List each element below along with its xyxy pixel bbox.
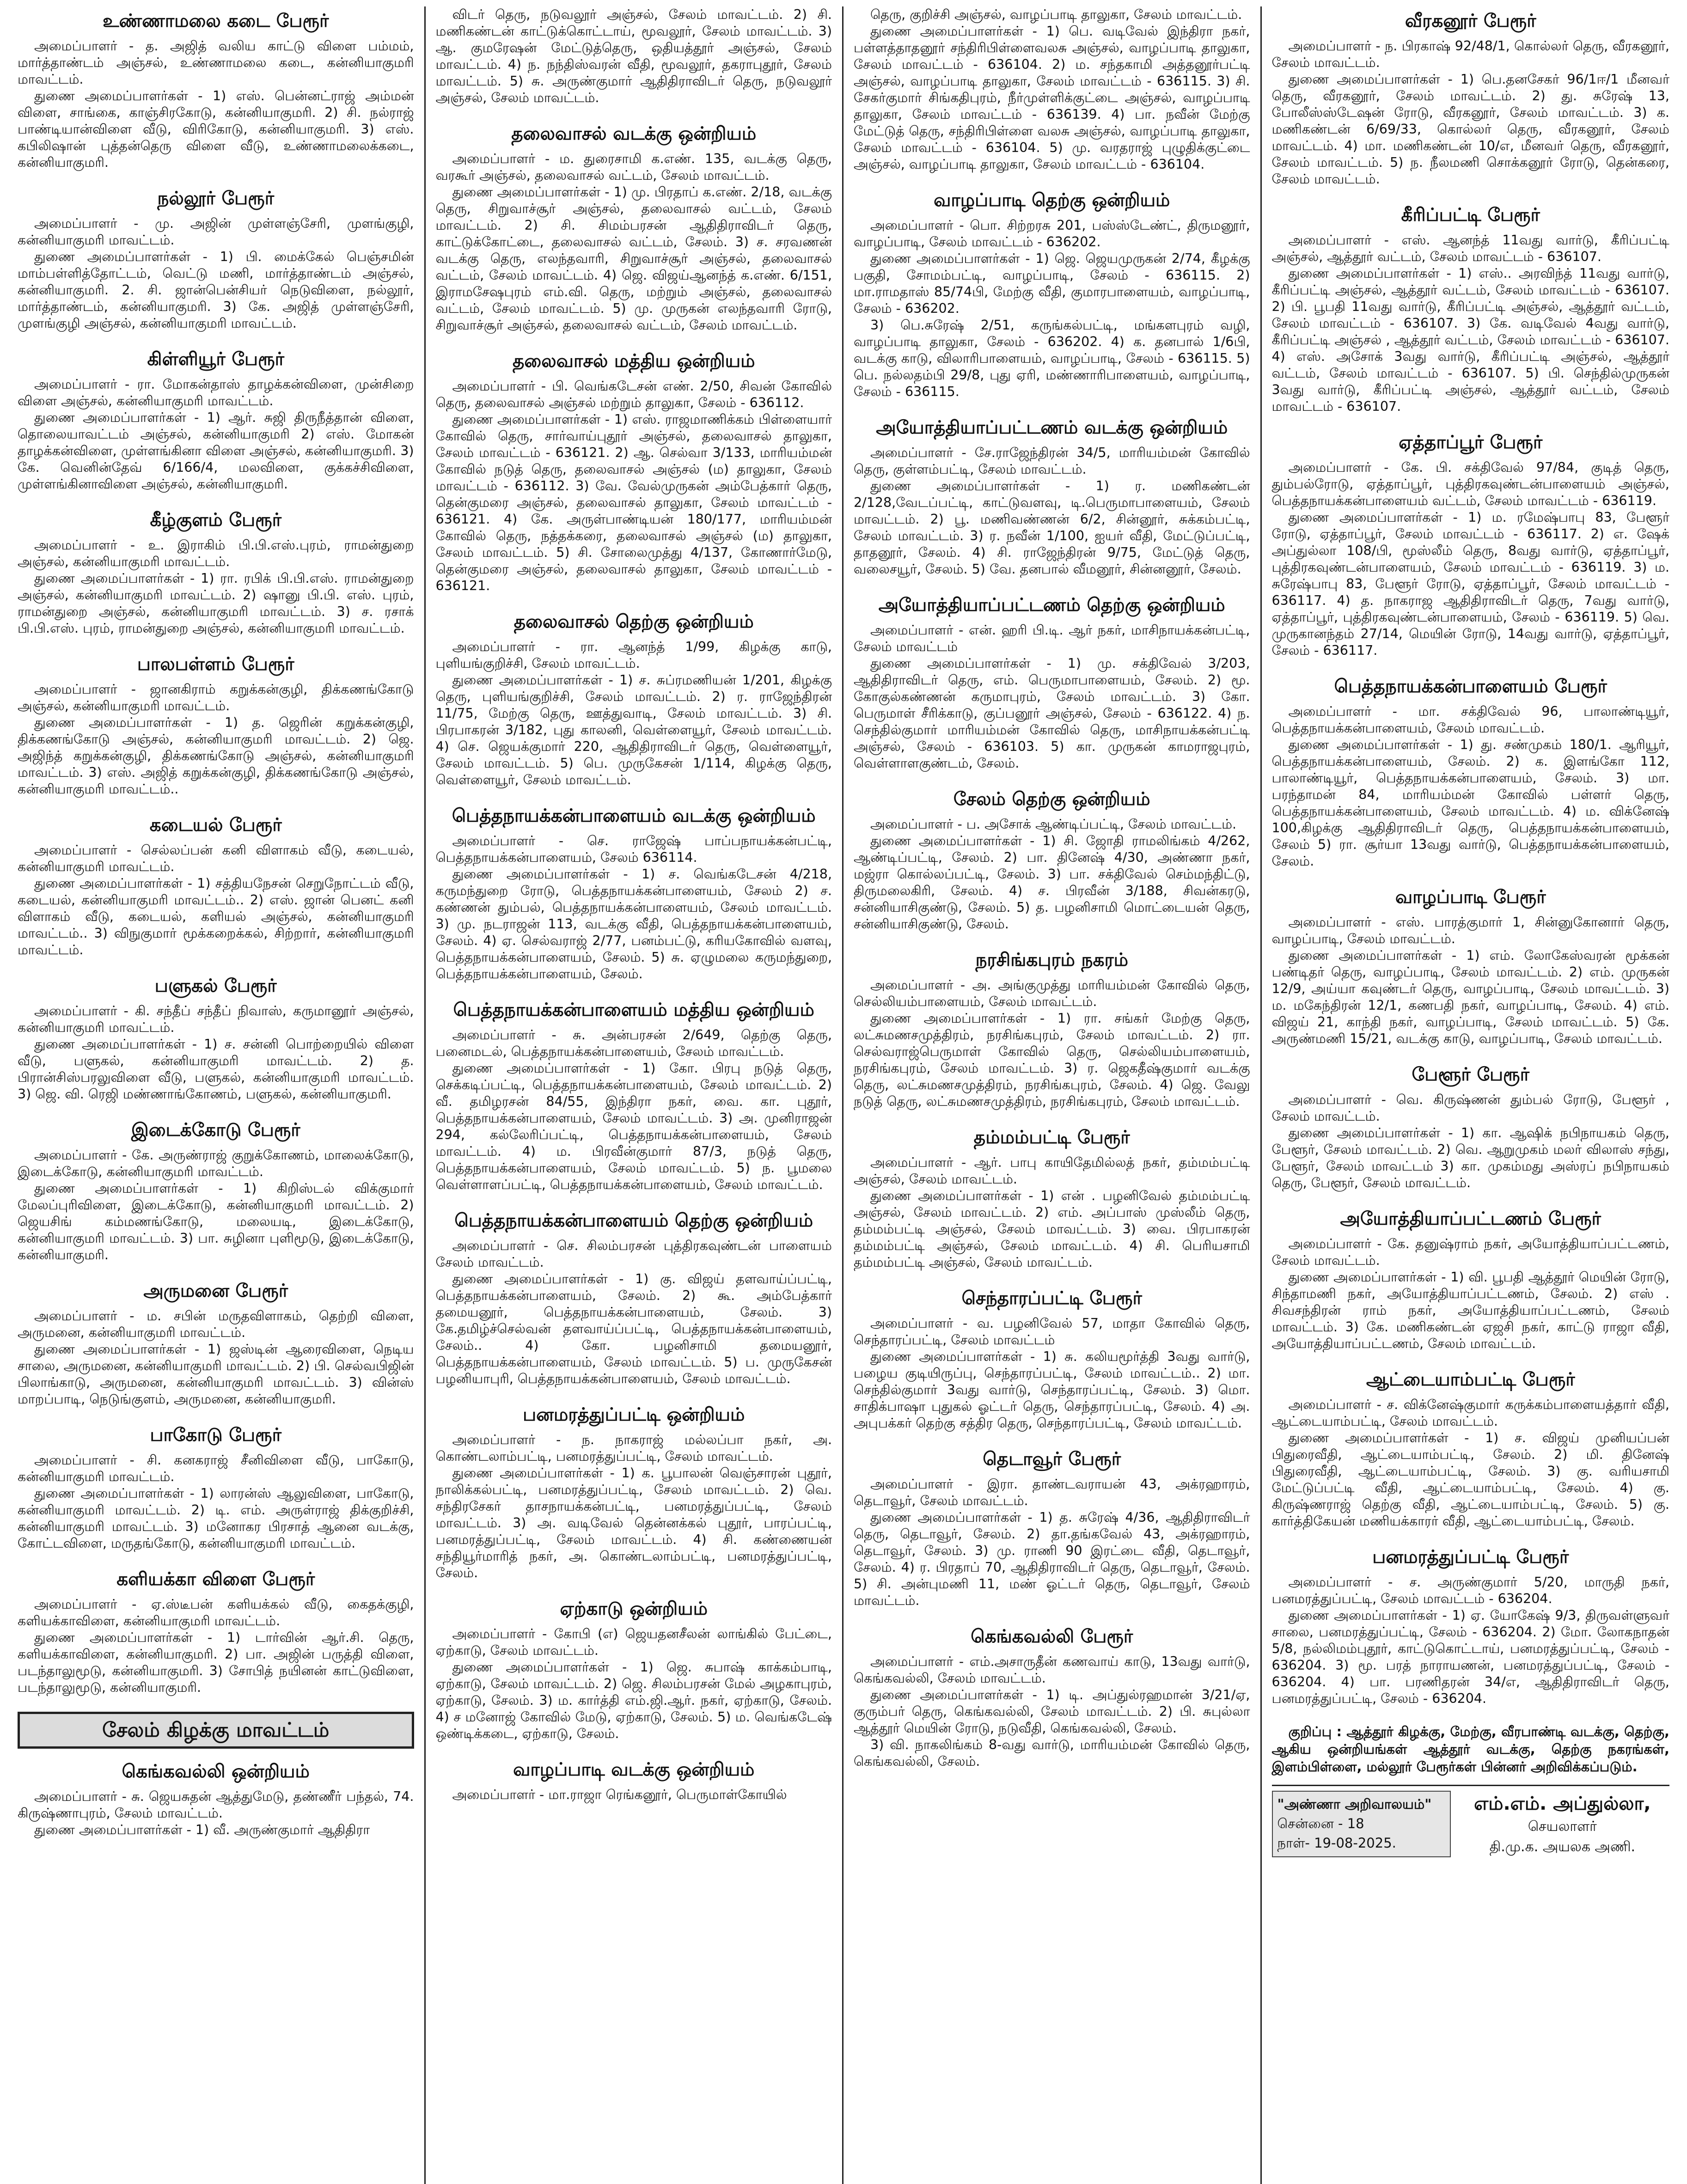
section-paragraph: அமைப்பாளர் - கே. தனுஷ்ராம் நகர், அயோத்தியாப்பட்டணம், சேலம் மாவட்டம். [1271, 1236, 1669, 1268]
section-paragraph: துணை அமைப்பாளர்கள் - 1) த. ஜெரின் கறுக்கன்குழி, திக்கணங்கோடு அஞ்சல், கன்னியாகுமரி மாவட்டம். 2) ஜெ. அஜிந்த் கறுக்கன்குழி, திக்கணங்கோடு அஞ்சல், கன்னியாகுமரி மாவட்டம். 3) எஸ். அஜித் கறுக்கன்குழி, திக்கணங்கோடு அஞ்சல், கன்னியாகுமரி மாவட்டம்.. [18, 715, 414, 797]
section-paragraph: அமைப்பாளர் - ரா. ஆனந்த் 1/99, கிழக்கு காடு, புளியங்குறிச்சி, சேலம் மாவட்டம். [435, 639, 832, 671]
appointment-section [436, 1758, 832, 1803]
appointment-section [18, 974, 414, 1103]
section-paragraph: துணை அமைப்பாளர்கள் - 1) என் . பழனிவேல் தம்மம்பட்டி அஞ்சல், சேலம் மாவட்டம். 2) எம். அப்பாஸ் முஸ்லீம் தெரு, தம்மம்பட்டி அஞ்சல், சேலம் மாவட்டம். 3) வை. பிரபாகரன் தம்மம்பட்டி அஞ்சல், சேலம் மாவட்டம். 4) சி. பெரியசாமி தம்மம்பட்டி அஞ்சல், சேலம் மாவட்டம். [854, 1188, 1250, 1270]
appointment-section [1272, 1545, 1669, 1707]
section-paragraph: துணை அமைப்பாளர்கள் - 1) ச. விஜய் முனியப்பன் பிதுரைவீதி, ஆட்டையாம்பட்டி, சேலம். 2) மி. தினேஷ் பிதுரைவீதி, ஆட்டையாம்பட்டி, சேலம். 3) கு. வரியசாமி மேட்டுப்பட்டி வீதி, ஆட்டையாம்பட்டி, சேலம். 4) கு. கிருஷ்ணராஜ் தெற்கு வீதி, ஆட்டையாம்பட்டி, சேலம். 5) கு. கார்த்திகேயன் மணியக்காரர் வீதி, ஆட்டையாம்பட்டி, சேலம். [1271, 1430, 1669, 1529]
section-title: உண்ணாமலை கடை பேரூர் [103, 11, 329, 31]
section-title: கீரிப்பட்டி பேரூர் [1401, 205, 1540, 226]
appointment-section [1272, 1207, 1669, 1352]
column-2 [426, 6, 844, 2184]
appointment-section [1272, 675, 1669, 870]
section-paragraph: 3) பெ.சுரேஷ் 2/51, கருங்கல்பட்டி, மங்களபுரம் வழி, வாழப்பாடி தாலுகா, சேலம் - 636202. 4) க. தனபால் 1/6பி, வடக்கு காடு, விலாரிபாளையம், வாழப்பாடி, சேலம் - 636115. 5) பெ. நல்லதம்பி 29/8, புது ஏரி, மண்ணாரிபாளையம், வாழப்பாடி, சேலம் - 636115. [854, 317, 1250, 399]
section-title: வாழப்பாடி பேரூர் [1395, 887, 1546, 908]
section-title: பெத்தநாயக்கன்பாளையம் மத்திய ஒன்றியம் [453, 1000, 814, 1020]
appointment-section [1272, 1368, 1669, 1530]
appointment-section [436, 122, 832, 334]
section-paragraph: அமைப்பாளர் - சே.ராஜேந்திரன் 34/5, மாரியம்மன் கோவில் தெரு, குள்ளம்பட்டி, சேலம் மாவட்டம். [854, 445, 1250, 477]
appointment-section [854, 1447, 1250, 1609]
section-paragraph: அமைப்பாளர் - ம. சபின் மருதவிளாகம், தெற்றி விளை, அருமனை, கன்னியாகுமரி மாவட்டம். [18, 1308, 414, 1340]
appointment-section [854, 1287, 1250, 1432]
section-paragraph: துணை அமைப்பாளர்கள் - 1) எஸ்.. அரவிந்த் 11வது வார்டு, கீரிப்பட்டி அஞ்சல், ஆத்தூர் வட்டம், சேலம் மாவட்டம் - 636107. 2) பி. பூபதி 11வது வார்டு, கீரிப்பட்டி அஞ்சல், ஆத்தூர் வட்டம், சேலம் மாவட்டம் - 636107. 3) கே. வடிவேல் 4வது வார்டு, கீரிப்பட்டி அஞ்சல் , ஆத்தூர் வட்டம், சேலம் மாவட்டம் - 636107. 4) எஸ். அசோக் 3வது வார்டு, கீரிப்பட்டி அஞ்சல், ஆத்தூர் வட்டம், சேலம் மாவட்டம் - 636107. 5) பி. செந்தில்முருகன் 3வது வார்டு, கீரிப்பட்டி அஞ்சல், ஆத்தூர் வட்டம், சேலம் மாவட்டம் - 636107. [1271, 266, 1669, 414]
appointment-section [854, 1126, 1250, 1271]
note-label: குறிப்பு : [1288, 1724, 1342, 1739]
district-banner: சேலம் கிழக்கு மாவட்டம் [18, 1712, 414, 1749]
appointment-section [18, 508, 414, 637]
section-paragraph: விடர் தெரு, நடுவலூர் அஞ்சல், சேலம் மாவட்டம். 2) சி. மணிகண்டன் காட்டுக்கொட்டாய், மூவலூர், சேலம் மாவட்டம். 3) ஆ. குமரேஷன் மேட்டுத்தெரு, ஒதியத்தூர் அஞ்சல், சேலம் மாவட்டம். 4) ந. நந்திஸ்வரன் வீதி, மூவலூர், தகராபுதூர், சேலம் மாவட்டம். 5) சு. அருண்குமார் ஆதிதிராவிடர் தெரு, நடுவலூர் அஞ்சல், சேலம் மாவட்டம். [435, 7, 832, 105]
section-paragraph: அமைப்பாளர் - உ. இராகிம் பி.பி.எஸ்.புரம், ராமன்துறை அஞ்சல், கன்னியாகுமரி மாவட்டம். [18, 537, 414, 569]
section-title: வீரகனூர் பேரூர் [1405, 11, 1536, 31]
section-paragraph: அமைப்பாளர் - செ. ராஜேஷ் பாப்பநாயக்கன்பட்டி, பெத்தநாயக்கன்பாளையம், சேலம் 636114. [435, 833, 832, 865]
section-paragraph: அமைப்பாளர் - சு. ஜெயசுதன் ஆத்துமேடு, தண்ணீர் பந்தல், 74. கிருஷ்ணாபுரம், சேலம் மாவட்டம். [18, 1789, 414, 1821]
section-paragraph: அமைப்பாளர் - மா.ராஜா ரெங்கனூர், பெருமாள்கோயில் [452, 1787, 787, 1802]
section-paragraph: அமைப்பாளர் - அ. அங்குமுத்து மாரியம்மன் கோவில் தெரு, செல்லியம்பாளையம், சேலம் மாவட்டம். [854, 977, 1250, 1009]
section-paragraph: அமைப்பாளர் - கே. அருண்ராஜ் குறுக்கோணம், மாலைக்கோடு, இடைக்கோடு, கன்னியாகுமரி மாவட்டம். [18, 1147, 414, 1179]
issue-date: நாள்- 19-08-2025. [1277, 1835, 1396, 1851]
appointment-section [854, 189, 1250, 400]
section-paragraph: அமைப்பாளர் - பி. வெங்கடேசன் எண். 2/50, சிவன் கோவில் தெரு, தலைவாசல் அஞ்சல் மற்றும் தாலுகா, சேலம் - 636112. [435, 378, 832, 410]
section-paragraph: துணை அமைப்பாளர்கள் - 1) த. சுரேஷ் 4/36, ஆதிதிராவிடர் தெரு, தெடாவூர், சேலம். 2) தா.தங்கவேல் 43, அக்ரஹாரம், தெடாவூர், சேலம். 3) மு. ராணி 90 இரட்டை வீதி, தெடாவூர், சேலம். 4) ர. பிரதாப் 70, ஆதிதிராவிடர் தெரு, தெடாவூர், சேலம். 5) சி. அன்புமணி 11, மண் ஓட்டர் தெரு, தெடாவூர், சேலம் மாவட்டம். [854, 1510, 1250, 1608]
section-paragraph: அமைப்பாளர் - கே. பி. சக்திவேல் 97/84, குடித் தெரு, தும்பல்ரோடு, ஏத்தாப்பூர், புத்திரகவுண்டன்பாளையம் அஞ்சல், பெத்தநாயக்கன்பாளையம் வட்டம், சேலம் மாவட்டம் - 636119. [1271, 460, 1669, 508]
section-paragraph: துணை அமைப்பாளர்கள் - 1) லாரன்ஸ் ஆலுவிளை, பாகோடு, கன்னியாகுமரி மாவட்டம். 2) டி. எம். அருள்ராஜ் திக்குறிச்சி, கன்னியாகுமரி மாவட்டம். 3) மனோகர பிரசாத் ஆனை வடக்கு, கோட்டவிளை, மருதங்கோடு, கன்னியாகுமரி மாவட்டம். [18, 1486, 414, 1551]
section-paragraph: அமைப்பாளர் - எம்.அசாருதீன் கணவாய் காடு, 13வது வார்டு, கெங்கவல்லி, சேலம் மாவட்டம். [854, 1654, 1250, 1686]
section-title: ஆட்டையாம்பட்டி பேரூர் [1366, 1369, 1575, 1390]
section-paragraph: துணை அமைப்பாளர்கள் - 1) க. பூபாலன் வெஞ்சாரன் புதூர், நாலிக்கல்பட்டி, பனமரத்துப்பட்டி, சேலம் மாவட்டம். 2) வெ. சந்திரசேகர் தாசநாயக்கன்பட்டி, பனமரத்துப்பட்டி, சேலம் மாவட்டம். 3) அ. வடிவேல் தென்னக்கல் புதூர், பாரப்பட்டி, பனமரத்துப்பட்டி, சேலம் மாவட்டம். 4) சி. கண்ணையன் சந்தியூர்மாரித் நகர், அ. கொண்டலாம்பட்டி, பனமரத்துப்பட்டி, சேலம். [435, 1465, 832, 1580]
section-paragraph: துணை அமைப்பாளர்கள் - 1) சி. ஜோதி ராமலிங்கம் 4/262, ஆண்டிப்பட்டி, சேலம். 2) பா. தினேஷ் 4/30, அண்ணா நகர், மஜ்ரா கொல்லப்பட்டி, சேலம். 3) பா. சக்திவேல் செம்மந்திட்டு, திருமலைகிரி, சேலம். 4) ச. பிரவீன் 3/188, சிவன்கரடு, சன்னியாசிகுண்டு, சேலம். 5) த. பழனிசாமி மொட்டையன் தெரு, சன்னியாசிகுண்டு, சேலம். [854, 833, 1250, 932]
column-4 [1262, 6, 1680, 2184]
section-paragraph: துணை அமைப்பாளர்கள் - 1) கோ. பிரபு நடுத் தெரு, செக்கடிப்பட்டி, பெத்தநாயக்கன்பாளையம், சேலம் மாவட்டம். 2) வீ. தமிழரசன் 84/55, இந்திரா நகர், வை. கா. புதூர், பெத்தநாயக்கன்பாளையம், சேலம் மாவட்டம். 3) அ. முனிராஜன் 294, கல்லேரிப்பட்டி, பெத்தநாயக்கன்பாளையம், சேலம் மாவட்டம். 4) ம. பிரவீன்குமார் 87/3, நடுத் தெரு, பெத்தநாயக்கன்பாளையம், சேலம் மாவட்டம். 5) ந. பூமலை வெள்ளாளப்பட்டி, பெத்தநாயக்கன்பாளையம், சேலம் மாவட்டம். [435, 1061, 832, 1192]
city-name: சென்னை - 18 [1277, 1816, 1364, 1831]
section-paragraph: அமைப்பாளர் - ந. நாகராஜ் மல்லப்பா நகர், அ. கொண்டலாம்பட்டி, பனமரத்துப்பட்டி, சேலம் மாவட்டம். [435, 1432, 832, 1464]
section-paragraph: துணை அமைப்பாளர்கள் - 1) து. சண்முகம் 180/1. ஆரியூர், பெத்தநாயக்கன்பாளையம், சேலம். 2) க. இளங்கோ 112, பாலாண்டியூர், பெத்தநாயக்கன்பாளையம், சேலம். 3) மா. பரந்தாமன் 84, மாரியம்மன் கோவில் பள்ளர் தெரு, பெத்தநாயக்கன்பாளையம், சேலம் மாவட்டம். 4) ம. விக்னேஷ் 100,கிழக்கு ஆதிதிராவிடர் தெரு, பெத்தநாயக்கன்பாளையம், சேலம் 5) ரா. சூர்யா 13வது வார்டு, பெத்தநாயக்கன்பாளையம், சேலம். [1271, 737, 1669, 869]
section-title: பளுகல் பேரூர் [154, 976, 277, 996]
section-title: அயோத்தியாப்பட்டணம் வடக்கு ஒன்றியம் [876, 417, 1228, 438]
section-paragraph: துணை அமைப்பாளர்கள் - 1) எம். லோகேஸ்வரன் மூக்கன் பண்டிதர் தெரு, வாழப்பாடி, சேலம் மாவட்டம். 2) எம். முருகன் 12/9, அய்யா கவுண்டர் தெரு, வாழப்பாடி, சேலம் மாவட்டம். 3) ம. மகேந்திரன் 12/1, கணபதி நகர், வாழப்பாடி, சேலம். 4) எம். விஜய் 21, காந்தி நகர், வாழப்பாடி, சேலம் மாவட்டம். 5) கே. அருண்மணி 15/21, வடக்கு காடு, வாழப்பாடி, சேலம் மாவட்டம். [1271, 948, 1669, 1046]
section-title: பாகோடு பேரூர் [150, 1425, 281, 1446]
section-paragraph: அமைப்பாளர் - என். ஹரி பி.டி. ஆர் நகர், மாசிநாயக்கன்பட்டி, சேலம் மாவட்டம் [854, 622, 1250, 654]
section-paragraph: துணை அமைப்பாளர்கள் - 1) கிறிஸ்டல் விக்குமார் மேலப்புரிவிளை, இடைக்கோடு, கன்னியாகுமரி மாவட்டம். 2) ஜெயசிங் கம்மணங்கோடு, மலையடி, இடைக்கோடு, கன்னியாகுமரி மாவட்டம். 3) பா. சுழினா புளிமூடு, இடைக்கோடு, கன்னியாகுமரி. [18, 1181, 414, 1263]
section-title: களியக்கா விளை பேரூர் [116, 1569, 315, 1590]
section-paragraph: அமைப்பாளர் - சு. அன்பரசன் 2/649, தெற்கு தெரு, பனைமடல், பெத்தநாயக்கன்பாளையம், சேலம் மாவட்டம். [435, 1027, 832, 1059]
section-paragraph: அமைப்பாளர் - ச. அருண்குமார் 5/20, மாருதி நகர், பனமரத்துப்பட்டி, சேலம் மாவட்டம் - 636204. [1271, 1574, 1669, 1606]
section-title: கெங்கவல்லி பேரூர் [971, 1626, 1133, 1647]
section-title: நரசிங்கபுரம் நகரம் [975, 950, 1128, 970]
appointment-section [18, 187, 414, 332]
note-text: ஆத்தூர் கிழக்கு, மேற்கு, வீரபாண்டி வடக்கு, தெற்கு, ஆகிய ஒன்றியங்கள் ஆத்தூர் வடக்கு, தெற்கு நகரங்கள், இளம்பிள்ளை, மல்லூர் பேரூர்கள் பின்னர் அறிவிக்கப்படும். [1271, 1724, 1669, 1775]
section-title: பாலபள்ளம் பேரூர் [137, 654, 294, 675]
section-paragraph: அமைப்பாளர் - மா. சக்திவேல் 96, பாலாண்டியூர், பெத்தநாயக்கன்பாளையம், சேலம் மாவட்டம். [1271, 704, 1669, 736]
appointment-section [18, 1423, 414, 1552]
issue-details [1272, 1791, 1451, 1857]
signature-block [1272, 1785, 1669, 1857]
venue-name: "அண்ணா அறிவாலயம்" [1277, 1796, 1432, 1812]
section-title: தலைவாசல் தெற்கு ஒன்றியம் [513, 611, 754, 632]
section-title: கடையல் பேரூர் [149, 815, 282, 836]
section-title: வாழப்பாடி தெற்கு ஒன்றியம் [934, 190, 1170, 211]
section-paragraph: அமைப்பாளர் - செ. சிலம்பரசன் புத்திரகவுண்டன் பாளையம் சேலம் மாவட்டம். [435, 1238, 832, 1270]
section-paragraph: அமைப்பாளர் - ந. பிரகாஷ் 92/48/1, கொல்லர் தெரு, வீரகனூர், சேலம் மாவட்டம். [1271, 38, 1669, 70]
section-title: வாழப்பாடி வடக்கு ஒன்றியம் [513, 1759, 755, 1780]
appointment-section [854, 948, 1250, 1110]
appointment-section [18, 9, 414, 171]
section-paragraph: துணை அமைப்பாளர்கள் - 1) ரா. சங்கர் மேற்கு தெரு, லட்சுமணசமுத்திரம், நரசிங்கபுரம், சேலம் மாவட்டம். 2) ரா. செல்வராஜ்பெருமாள் கோவில் தெரு, செல்லியம்பாளையம், நரசிங்கபுரம், சேலம் மாவட்டம். 3) ர. ஜெகதீஷ்குமார் வடக்கு தெரு, லட்சுமணசமுத்திரம், நரசிங்கபுரம், சேலம். 4) ஜெ. வேலு நடுத் தெரு, லட்சுமணசமுத்திரம், நரசிங்கபுரம், சேலம் மாவட்டம். [854, 1011, 1250, 1109]
section-paragraph: துணை அமைப்பாளர்கள் - 1) ஜஸ்டின் ஆரைவிளை, நெடிய சாலை, அருமனை, கன்னியாகுமரி மாவட்டம். 2) பி. செல்வபிஜின் பிலாங்காடு, அருமனை, கன்னியாகுமரி மாவட்டம். 3) வின்ஸ் மாறப்பாடி, நெடுங்குளம், அருமனை, கன்னியாகுமரி. [18, 1342, 414, 1407]
section-paragraph: துணை அமைப்பாளர்கள் - 1) வி. பூபதி ஆத்தூர் மெயின் ரோடு, சிந்தாமணி நகர், அயோத்தியாப்பட்டணம், சேலம். 2) எஸ் . சிவசந்திரன் ராம் நகர், அயோத்தியாப்பட்டணம், சேலம் மாவட்டம். 3) கே. மணிகண்டன் ஏஜசி நகர், காட்டு ராஜா வீதி, அயோத்தியாப்பட்டணம், சேலம் மாவட்டம். [1271, 1269, 1669, 1351]
section-title: பெத்தநாயக்கன்பாளையம் வடக்கு ஒன்றியம் [452, 805, 816, 826]
section-title: பெத்தநாயக்கன்பாளையம் பேரூர் [1334, 676, 1607, 697]
section-paragraph: துணை அமைப்பாளர்கள் - 1) டி. அப்துல்ரஹமான் 3/21/ஏ, குரும்பர் தெரு, கெங்கவல்லி, சேலம் மாவட்டம். 2) பி. சுபுல்லா ஆத்தூர் மெயின் ரோடு, நடுவீதி, கெங்கவல்லி, சேலம். [854, 1687, 1250, 1736]
section-paragraph: துணை அமைப்பாளர்கள் - 1) வீ. அருண்குமார் ஆதிதிரா [34, 1822, 370, 1837]
appointment-section [18, 1760, 414, 1838]
appointment-section [436, 1403, 832, 1581]
section-paragraph: துணை அமைப்பாளர்கள் - 1) ச. வெங்கடேசன் 4/218, கருமந்துறை ரோடு, பெத்தநாயக்கன்பாளையம், சேலம் 2) ச. கண்ணன் தும்பல், பெத்தநாயக்கன்பாளையம், சேலம் மாவட்டம். 3) மு. நடராஜன் 113, வடக்கு வீதி, பெத்தநாயக்கன்பாளையம், சேலம். 4) ஏ. செல்வராஜ் 2/77, பனம்பட்டு, கரியகோவில் வளவு, பெத்தநாயக்கன்பாளையம், சேலம். 5) சு. ஏழுமலை கருமந்துறை, பெத்தநாயக்கன்பாளையம், சேலம். [435, 866, 832, 982]
section-paragraph: அமைப்பாளர் - ஜானகிராம் கறுக்கன்குழி, திக்கணங்கோடு அஞ்சல், கன்னியாகுமரி மாவட்டம். [18, 682, 414, 714]
section-title: பனமரத்துப்பட்டி ஒன்றியம் [523, 1404, 745, 1425]
signatory-role: செயலாளர் [1528, 1818, 1597, 1835]
appointment-section [436, 998, 832, 1193]
section-paragraph: அமைப்பாளர் - கோபி (எ) ஜெயதனசீலன் லாங்கில் பேட்டை, ஏற்காடு, சேலம் மாவட்டம். [435, 1626, 832, 1658]
section-paragraph: துணை அமைப்பாளர்கள் - 1) ஏ. யோகேஷ் 9/3, திருவள்ளுவர் சாலை, பனமரத்துப்பட்டி, சேலம் - 636204. 2) மோ. லோகநாதன் 5/8, நல்லிமம்புதூர், காட்டுகொட்டாய், பனமரத்துப்பட்டி, சேலம் - 636204. 3) மூ. பரத் நாராயணன், பனமரத்துப்பட்டி, சேலம் - 636204. 4) பா. பரணிதரன் 34/எ, ஆதிதிராவிடர் தெரு, பனமரத்துப்பட்டி, சேலம் - 636204. [1271, 1608, 1669, 1706]
appointment-section [18, 1568, 414, 1696]
section-paragraph: துணை அமைப்பாளர்கள் - 1) சு. கலியமூர்த்தி 3வது வார்டு, பழைய குடியிருப்பு, செந்தாரப்பட்டி, சேலம் மாவட்டம்.. 2) மா. செந்தில்குமார் 3வது வார்டு, செந்தாரப்பட்டி, சேலம். 3) மொ. சாதிக்பாஷா புதுகல் ஓட்டர் தெரு, செந்தாரப்பட்டி, சேலம். 4) அ. அபுபக்கர் தெற்கு சத்திர தெரு, செந்தாரப்பட்டி, சேலம் மாவட்டம். [854, 1349, 1250, 1431]
appointment-section [436, 349, 832, 594]
appointment-section [436, 1597, 832, 1742]
signatory-name: எம்.எம். அப்துல்லா, [1474, 1793, 1651, 1814]
section-paragraph: துணை அமைப்பாளர்கள் - 1) மு. பிரதாப் க.எண். 2/18, வடக்கு தெரு, சிறுவாச்சூர் அஞ்சல், தலைவாசல் வட்டம், சேலம் மாவட்டம். 2) சி. சிமம்பரசன் ஆதிதிராவிடர் தெரு, காட்டுக்கோட்டை, தலைவாசல் வட்டம், சேலம். 3) ச. சரவணன் வடக்கு தெரு, எலந்தவாரி, சிறுவாச்சூர் அஞ்சல், தலைவாசல் வட்டம், சேலம் மாவட்டம். 4) ஜெ. விஜய்ஆனந்த் க.எண். 6/151, இராமசேஷபுரம் எம்.வி. தெரு, மற்றும் அஞ்சல், தலைவாசல் வட்டம், சேலம் மாவட்டம். 5) மு. முருகன் எலந்தவாரி ரோடு, சிறுவாச்சூர் அஞ்சல், தலைவாசல் வட்டம், சேலம் மாவட்டம். [435, 184, 832, 333]
section-title: கிள்ளியூர் பேரூர் [147, 349, 285, 370]
section-paragraph: துணை அமைப்பாளர்கள் - 1) எஸ். ராஜமாணிக்கம் பிள்ளையார் கோவில் தெரு, சார்வாய்புதூர் அஞ்சல், தலைவாசல் தாலுகா, சேலம் மாவட்டம் - 636121. 2) ஆ. செல்வா 3/133, மாரியம்மன் கோவில் நடுத் தெரு, தலைவாசல் அஞ்சல் (ம) தாலுகா, சேலம் மாவட்டம் - 636112. 3) வே. வேல்முருகன் அம்பேத்கார் தெரு, தென்குமரை அஞ்சல், தலைவாசல் தாலுகா, சேலம் மாவட்டம் - 636121. 4) கே. அருள்பாண்டியன் 180/177, மாரியம்மன் கோவில் தெரு, நத்தக்கரை, தலைவாசல் அஞ்சல் (ம) தாலுகா, சேலம் மாவட்டம். 5) சி. சோலைமுத்து 4/137, கோணார்மேடு, தென்குமரை அஞ்சல், தலைவாசல் தாலுகா, சேலம் மாவட்டம் - 636121. [435, 412, 832, 593]
appointment-section [436, 804, 832, 982]
section-paragraph: அமைப்பாளர் - கி. சந்தீப் சந்தீப் நிவாஸ், கருமானூர் அஞ்சல், கன்னியாகுமரி மாவட்டம். [18, 1003, 414, 1035]
signatory-wing: தி.மு.க. அயலக அணி. [1489, 1839, 1636, 1855]
section-title: சேலம் தெற்கு ஒன்றியம் [953, 789, 1150, 810]
section-paragraph: அமைப்பாளர் - மு. அஜின் முள்ளஞ்சேரி, முளங்குழி, கன்னியாகுமரி மாவட்டம். [18, 216, 414, 248]
section-paragraph: துணை அமைப்பாளர்கள் - 1) பி. மைக்கேல் பெஞ்சமின் மாம்பள்ளித்தோட்டம், வெட்டு மணி, மார்த்தாண்டம் அஞ்சல், கன்னியாகுமரி. 2. சி. ஜான்பென்சியர் நெடுவிளை, நல்லூர், மார்த்தாண்டம், கன்னியாகுமரி. 3) கே. அஜித் முள்ளஞ்சேரி, முளங்குழி அஞ்சல், கன்னியாகுமரி மாவட்டம். [18, 249, 414, 331]
section-title: ஏற்காடு ஒன்றியம் [560, 1598, 708, 1619]
section-paragraph: அமைப்பாளர் - இரா. தாண்டவராயன் 43, அக்ரஹாரம், தெடாவூர், சேலம் மாவட்டம். [854, 1476, 1250, 1508]
section-title: அருமனை பேரூர் [143, 1281, 288, 1301]
appointment-section [18, 1118, 414, 1263]
section-title: தம்மம்பட்டி பேரூர் [973, 1127, 1130, 1148]
section-paragraph: தெரு, குறிச்சி அஞ்சல், வாழப்பாடி தாலுகா, சேலம் மாவட்டம். [870, 7, 1242, 22]
appointment-section [18, 348, 414, 493]
section-title: தலைவாசல் மத்திய ஒன்றியம் [512, 351, 755, 372]
section-paragraph: துணை அமைப்பாளர்கள் - 1) ர. மணிகண்டன் 2/128,வேடப்பட்டி, காட்டுவளவு, டி.பெருமாபாளையம், சேலம் மாவட்டம். 2) பூ. மணிவண்ணன் 6/2, சின்னூர், சுக்கம்பட்டி, சேலம் மாவட்டம். 3) ர. நவீன் 1/100, ஐயர் வீதி, மேட்டுப்பட்டி, தாதனூர், சேலம். 4) சி. ராஜேந்திரன் 9/75, மேட்டுத் தெரு, வலைசயூர், சேலம். 5) வே. தனபால் வீமனூர், சின்னனூர், சேலம். [854, 478, 1250, 577]
section-title: கெங்கவல்லி ஒன்றியம் [122, 1761, 310, 1782]
section-title: செந்தாரப்பட்டி பேரூர் [961, 1288, 1142, 1309]
column-1 [7, 6, 426, 2184]
note-paragraph [1272, 1723, 1669, 1775]
appointment-section [18, 653, 414, 798]
section-title: நல்லூர் பேரூர் [157, 188, 275, 209]
section-title: இடைக்கோடு பேரூர் [131, 1120, 300, 1141]
section-paragraph: துணை அமைப்பாளர்கள் - 1) ரா. ரபிக் பி.பி.எஸ். ராமன்துறை அஞ்சல், கன்னியாகுமரி மாவட்டம். 2) ஷானு பி.பி. எஸ். புரம், ராமன்துறை அஞ்சல், கன்னியாகுமரி மாவட்டம். 3) ச. ரசாக் பி.பி.எஸ். புரம், ராமன்துறை அஞ்சல், கன்னியாகுமரி மாவட்டம். [18, 571, 414, 636]
appointment-section [854, 416, 1250, 578]
section-paragraph: அமைப்பாளர் - வ. பழனிவேல் 57, மாதா கோவில் தெரு, செந்தாரப்பட்டி, சேலம் மாவட்டம் [854, 1316, 1250, 1348]
section-paragraph: துணை அமைப்பாளர்கள் - 1) சத்தியநேசன் செறுநோட்டம் வீடு, கடையல், கன்னியாகுமரி மாவட்டம்.. 2) எஸ். ஜான் பெனட் கனி விளாகம் வீடு, கடையல், களியல் அஞ்சல், கன்னியாகுமரி மாவட்டம்.. 3) விநுகுமார் மூக்கறைக்கல், சிற்றார், கன்னியாகுமரி மாவட்டம். [18, 876, 414, 958]
signatory [1451, 1791, 1669, 1857]
section-paragraph: துணை அமைப்பாளர்கள் - 1) ச. சுப்ரமணியன் 1/201, கிழக்கு தெரு, புளியங்குறிச்சி, சேலம் மாவட்டம். 2) ர. ராஜேந்திரன் 11/75, மேற்கு தெரு, ஊத்துவாடி, சேலம் மாவட்டம். 3) சி. பிரபாகரன் 3/182, புது காலனி, வெள்ளையூர், சேலம் மாவட்டம். 4) செ. ஜெயக்குமார் 220, ஆதிதிராவிடர் தெரு, வெள்ளையூர், சேலம் மாவட்டம். 5) பெ. முருகேசன் 1/114, கிழக்கு தெரு, வெள்ளையூர், சேலம் மாவட்டம். [435, 672, 832, 787]
continued-text [854, 6, 1250, 173]
section-paragraph: துணை அமைப்பாளர்கள் - 1) மு. சக்திவேல் 3/203, ஆதிதிராவிடர் தெரு, எம். பெருமாபாளையம், சேலம். 2) மூ. கோகுல்கண்ணன் கருமாபுரம், சேலம் மாவட்டம். 3) கோ. பெருமாள் சீரிக்காடு, குப்பனூர் அஞ்சல், சேலம் - 636122. 4) ந. செந்தில்குமார் மாரியம்மன் கோவில் தெரு, மாசிநாயக்கன்பட்டி அஞ்சல், சேலம் - 636103. 5) கா. முருகன் காமராஜபுரம், வெள்ளாளகுண்டம், சேலம். [854, 656, 1250, 771]
section-title: பேளூர் பேரூர் [1412, 1064, 1529, 1085]
section-title: அயோத்தியாப்பட்டணம் தெற்கு ஒன்றியம் [878, 595, 1225, 616]
section-paragraph: அமைப்பாளர் - செல்லப்பன் கனி விளாகம் வீடு, கடையல், கன்னியாகுமரி மாவட்டம். [18, 842, 414, 874]
section-paragraph: துணை அமைப்பாளர்கள் - 1) கு. விஜய் தளவாய்ப்பட்டி, பெத்தநாயக்கன்பாளையம், சேலம். 2) கூ. அம்பேத்கார் தமையனூர், பெத்தநாயக்கன்பாளையம், சேலம். 3) கே.தமிழ்ச்செல்வன் தளவாய்ப்பட்டி, பெத்தநாயக்கன்பாளையம், சேலம்.. 4) கோ. பழனிசாமி தமையனூர், பெத்தநாயக்கன்பாளையம், சேலம் மாவட்டம். 5) ப. முருகேசன் பழனியாபுரி, பெத்தநாயக்கன்பாளையம், சேலம் மாவட்டம். [435, 1271, 832, 1386]
section-paragraph: துணை அமைப்பாளர்கள் - 1) பெ.தனசேகர் 96/1ஈ/1 மீனவர் தெரு, வீரகனூர், சேலம் மாவட்டம். 2) து. சுரேஷ் 13, போலீஸ்ஸ்டேஷன் ரோடு, வீரகனூர், சேலம் மாவட்டம். 3) க. மணிகண்டன் 6/69/33, கொல்லர் தெரு, வீரகனூர், சேலம் மாவட்டம். 4) மா. மணிகண்டன் 10/எ, மீனவர் தெரு, வீரகனூர், சேலம் மாவட்டம். 5) ந. நீலமணி சொக்கனூர் ரோடு, தென்கரை, சேலம் மாவட்டம். [1271, 72, 1669, 187]
appointment-section [1272, 9, 1669, 188]
appointment-section [1272, 431, 1669, 659]
section-paragraph: துணை அமைப்பாளர்கள் - 1) ச. சன்னி பொற்றையில் விளை வீடு, பளுகல், கன்னியாகுமரி மாவட்டம். 2) த. பிரான்சிஸ்பரலுவிளை வீடு, பளுகல், கன்னியாகுமரி மாவட்டம். 3) ஜெ. வி. ரெஜி மண்ணாங்கோணம், பளுகல், கன்னியாகுமரி. [18, 1037, 414, 1102]
column-3 [844, 6, 1262, 2184]
appointment-section [1272, 203, 1669, 415]
appointment-section [436, 1209, 832, 1387]
section-paragraph: துணை அமைப்பாளர்கள் - 1) டார்வின் ஆர்.சி. தெரு, களியக்காவிளை, கன்னியாகுமரி. 2) பா. அஜின் பருத்தி விளை, படந்தாலுமூடு, கன்னியாகுமரி. 3) சோபித் நயினன் காட்டுவிளை, படந்தாலுமூடு, கன்னியாகுமரி. [18, 1630, 414, 1695]
section-paragraph: அமைப்பாளர் - ச. விக்னேஷ்குமார் கருக்கம்பாளையத்தார் வீதி, ஆட்டையாம்பட்டி, சேலம் மாவட்டம். [1271, 1397, 1669, 1429]
appointment-section [1272, 1063, 1669, 1191]
section-paragraph: அமைப்பாளர் - எஸ். ஆனந்த் 11வது வார்டு, கீரிப்பட்டி அஞ்சல், ஆத்தூர் வட்டம், சேலம் மாவட்டம் - 636107. [1271, 232, 1669, 264]
section-paragraph: அமைப்பாளர் - எஸ். பாரத்குமார் 1, சின்னுகோனார் தெரு, வாழப்பாடி, சேலம் மாவட்டம். [1271, 915, 1669, 946]
section-title: பெத்தநாயக்கன்பாளையம் தெற்கு ஒன்றியம் [454, 1210, 813, 1231]
section-title: ஏத்தாப்பூர் பேரூர் [1399, 432, 1543, 453]
appointment-section [854, 593, 1250, 772]
appointment-section [18, 1279, 414, 1408]
section-title: பனமரத்துப்பட்டி பேரூர் [1372, 1547, 1569, 1568]
section-paragraph: துணை அமைப்பாளர்கள் - 1) ஆர். சுஜி திருநீத்தான் விளை, தொலையாவட்டம் அஞ்சல், கன்னியாகுமரி 2) எஸ். மோகன் தாழக்கன்விளை, முள்ளங்கினா விளை அஞ்சல், கன்னியாகுமரி. 3) கே. வெனின்தேவ் 6/166/4, மலவிளை, குக்கச்சிவிளை, முள்ளங்கினாவிளை அஞ்சல், கன்னியாகுமரி. [18, 410, 414, 492]
appointment-section [436, 610, 832, 788]
section-paragraph: அமைப்பாளர் - ரா. மோகன்தாஸ் தாழக்கன்விளை, முன்சிறை விளை அஞ்சல், கன்னியாகுமரி மாவட்டம். [18, 377, 414, 409]
section-title: அயோத்தியாப்பட்டணம் பேரூர் [1340, 1208, 1601, 1229]
section-title: கீழ்குளம் பேரூர் [150, 510, 282, 531]
appointment-section [18, 813, 414, 958]
section-paragraph: துணை அமைப்பாளர்கள் - 1) ம. ரமேஷ்பாபு 83, பேளூர் ரோடு, ஏத்தாப்பூர், சேலம் மாவட்டம் - 636117. 2) எ. ஷேக் அப்துல்லா 108/பி, மூஸ்லீம் தெரு, 8வது வார்டு, ஏத்தாப்பூர், புத்திரகவுண்டன்பாளையம், சேலம் மாவட்டம் - 636119. 3) ம. சுரேஷ்பாபு 83, பேளூர் ரோடு, ஏத்தாப்பூர், சேலம் மாவட்டம் - 636117. 4) த. நாகராஜ ஆதிதிராவிடர் தெரு, 7வது வார்டு, ஏத்தாப்பூர், புத்திரகவுண்டன்பாளையம், சேலம் - 636119. 5) வெ. முருகானந்தம் 27/14, மெயின் ரோடு, 14வது வார்டு, ஏத்தாப்பூர், சேலம் - 636117. [1271, 510, 1669, 658]
section-title: தலைவாசல் வடக்கு ஒன்றியம் [511, 123, 757, 144]
section-paragraph: 3) வி. நாகலிங்கம் 8-வது வார்டு, மாரியம்மன் கோவில் தெரு, கெங்கவல்லி, சேலம். [854, 1737, 1250, 1769]
section-paragraph: அமைப்பாளர் - சி. கனகராஜ் சீனிவிளை வீடு, பாகோடு, கன்னியாகுமரி மாவட்டம். [18, 1452, 414, 1484]
section-paragraph: துணை அமைப்பாளர்கள் - 1) கா. ஆஷிக் நபிநாயகம் தெரு, பேளூர், சேலம் மாவட்டம். 2) வெ. ஆறுமுகம் மலர் விலாஸ் சந்து, பேளூர், சேலம் மாவட்டம் 3) கா. முகம்மது அஸ்ரப் நபிநாயகம் தெரு, பேளூர், சேலம் மாவட்டம். [1271, 1125, 1669, 1190]
appointment-section [854, 787, 1250, 933]
section-paragraph: அமைப்பாளர் - ஏ.ஸ்டீபன் களியக்கல் வீடு, கைதக்குழி, களியக்காவிளை, கன்னியாகுமரி மாவட்டம். [18, 1597, 414, 1629]
continued-text [436, 6, 832, 106]
section-paragraph: அமைப்பாளர் - வெ. கிருஷ்ணன் தும்பல் ரோடு, பேளூர் , சேலம் மாவட்டம். [1271, 1092, 1669, 1124]
section-paragraph: துணை அமைப்பாளர்கள் - 1) ஜெ. ஜெயமுருகன் 2/74, கீழக்கு பகுதி, சோமம்பட்டி, வாழப்பாடி, சேலம் - 636115. 2) மா.ராமதாஸ் 85/74பி, மேற்கு வீதி, குமாரபாளையம், வாழப்பாடி, சேலம் - 636202. [854, 251, 1250, 316]
section-paragraph: அமைப்பாளர் - ப. அசோக் ஆண்டிப்பட்டி, சேலம் மாவட்டம். [870, 817, 1237, 832]
appointment-section [1272, 885, 1669, 1047]
section-paragraph: அமைப்பாளர் - பொ. சிற்றரசு 201, பஸ்ஸ்டேண்ட், திருமனூர், வாழப்பாடி, சேலம் மாவட்டம் - 636202. [854, 218, 1250, 250]
appointment-section [854, 1625, 1250, 1770]
section-title: தெடாவூர் பேரூர் [983, 1449, 1121, 1470]
section-paragraph: அமைப்பாளர் - த. அஜித் வலிய காட்டு விளை பம்மம், மார்த்தாண்டம் அஞ்சல், உண்ணாமலை கடை, கன்னியாகுமரி மாவட்டம். [18, 38, 414, 87]
section-paragraph: துணை அமைப்பாளர்கள் - 1) பெ. வடிவேல் இந்திரா நகர், பள்ளத்தாதனூர் சந்திரிபிள்ளைவலசு அஞ்சல், வாழப்பாடி தாலுகா, சேலம் மாவட்டம் - 636104. 2) ம. சந்தகாமி அத்தனூர்பட்டி அஞ்சல், வாழப்பாடி தாலுகா, சேலம் மாவட்டம் - 636115. 3) சி. சேகர்குமார் சிங்கதிபுரம், நீர்முள்ளிக்குட்டை அஞ்சல், வாழப்பாடி தாலுகா, சேலம் மாவட்டம் - 636139. 4) பா. நவீன் மேற்கு மேட்டுத் தெரு, சந்திரிபிள்ளை வலசு அஞ்சல், வாழப்பாடி தாலுகா, சேலம் மாவட்டம் - 636104. 5) மு. வரதராஜ் புழுதிக்குட்டை அஞ்சல், வாழப்பாடி தாலுகா, சேலம் மாவட்டம் - 636104. [854, 24, 1250, 172]
section-paragraph: அமைப்பாளர் - ஆர். பாபு காயிதேமில்லத் நகர், தம்மம்பட்டி அஞ்சல், சேலம் மாவட்டம். [854, 1155, 1250, 1187]
section-paragraph: துணை அமைப்பாளர்கள் - 1) எஸ். பென்னட்ராஜ் அம்மன் விளை, சாங்கை, காஞ்சிரகோடு, கன்னியாகுமரி. 2) சி. நல்ராஜ் பாண்டியான்விளை வீடு, விரிகோடு, கன்னியாகுமரி. 3) எஸ். கபிலிஷான் புத்தன்தெரு விளை வீடு, உண்ணாமலைக்கடை, கன்னியாகுமரி. [18, 88, 414, 170]
section-paragraph: துணை அமைப்பாளர்கள் - 1) ஜெ. சுபாஷ் காக்கம்பாடி, ஏற்காடு, சேலம் மாவட்டம். 2) ஜெ. சிலம்பரசன் மேல் அழகாபுரம், ஏற்காடு, சேலம். 3) ம. கார்த்தி எம்.ஜி.ஆர். நகர், ஏற்காடு, சேலம். 4) ச மனோஜ் கோவில் மேடு, ஏற்காடு, சேலம். 5) ம. வெங்கடேஷ் ஒண்டிக்கடை, ஏற்காடு, சேலம். [435, 1659, 832, 1741]
section-paragraph: அமைப்பாளர் - ம. துரைசாமி க.எண். 135, வடக்கு தெரு, வரகூர் அஞ்சல், தலைவாசல் வட்டம், சேலம் மாவட்டம். [435, 151, 832, 183]
